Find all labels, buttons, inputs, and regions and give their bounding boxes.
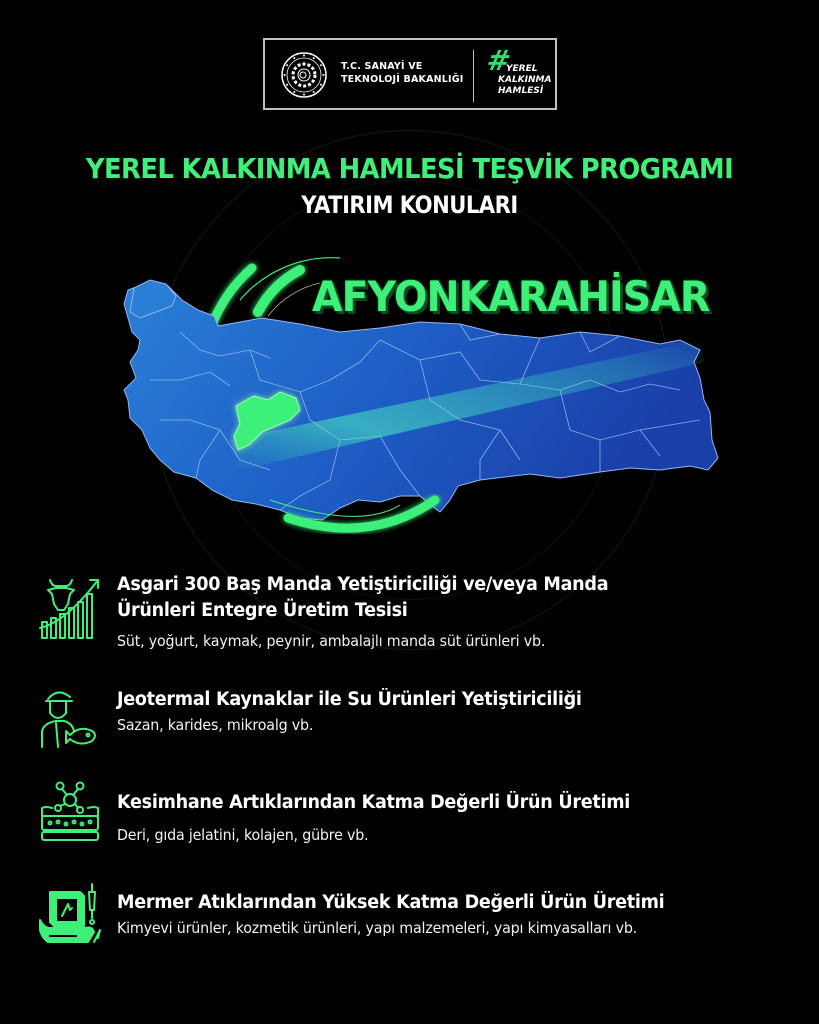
investment-item [0,568,819,658]
ministry-line-1: T.C. SANAYİ VE [341,61,423,72]
item-heading-line-1: Kesimhane Artıklarından Katma Değerli Ürün Üretimi [117,792,630,813]
hashtag-logo-text [498,64,551,97]
item-heading [117,687,582,713]
city-name: AFYONKARAHİSAR [312,272,710,321]
marble-lab-dropper-icon [36,880,104,948]
ministry-gear-emblem-icon [281,52,327,98]
buffalo-growth-chart-icon [36,572,104,640]
item-heading-line-1: Mermer Atıklarından Yüksek Katma Değerli Ürün Üretimi [117,892,665,913]
investment-item [0,880,819,950]
investment-item [0,778,819,848]
item-heading [117,790,630,816]
header-logo-box [263,38,557,110]
hashtag-icon: # [484,44,514,77]
page-title: YEREL KALKINMA HAMLESİ TEŞVİK PROGRAMI [85,152,734,185]
item-heading-line-2: Ürünleri Entegre Üretim Tesisi [117,600,408,621]
ministry-name [341,60,464,86]
hashtag-line-2: KALKINMA [498,75,552,85]
glow-arc [258,270,300,312]
investment-item [0,683,819,753]
item-heading [117,572,608,624]
page-subtitle: YATIRIM KONULARI [301,191,518,219]
hashtag-line-3: HAMLESİ [498,86,544,96]
ministry-line-2: TEKNOLOJİ BAKANLIĞI [341,74,464,85]
item-heading-line-1: Asgari 300 Baş Manda Yetiştiriciliği ve/veya Manda [117,574,609,595]
hashtag-line-1: YEREL [506,64,538,74]
molecule-layers-icon [36,776,104,844]
item-heading [117,890,664,916]
item-description: Sazan, karides, mikroalg vb. [117,716,314,734]
header-divider [473,50,474,102]
item-heading-line-1: Jeotermal Kaynaklar ile Su Ürünleri Yetiştiriciliği [117,689,582,710]
item-description: Deri, gıda jelatini, kolajen, gübre vb. [117,826,369,844]
fish-farmer-icon [36,683,104,751]
item-description: Süt, yoğurt, kaymak, peynir, ambalajlı manda süt ürünleri vb. [117,632,546,650]
item-description: Kimyevi ürünler, kozmetik ürünleri, yapı malzemeleri, yapı kimyasalları vb. [117,919,638,937]
